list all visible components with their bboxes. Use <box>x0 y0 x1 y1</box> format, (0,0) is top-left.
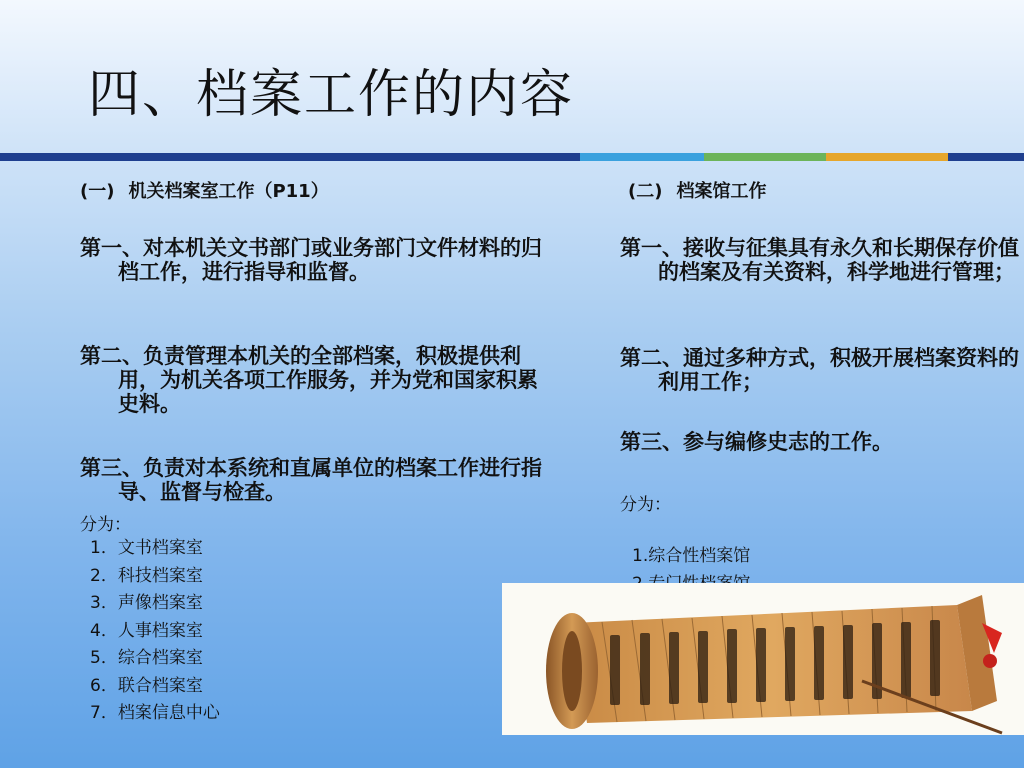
title-divider <box>0 153 1024 161</box>
left-paragraph-1: 第一、对本机关文书部门或业务部门文件材料的归档工作，进行指导和监督。 <box>80 235 542 284</box>
right-paragraph-2: 第二、通过多种方式，积极开展档案资料的利用工作； <box>620 345 1019 394</box>
page-title: 四、档案工作的内容 <box>88 65 575 125</box>
right-heading-number: (二) <box>628 181 663 202</box>
list-item: 5．综合档案室 <box>90 648 203 668</box>
divider-blue-segment <box>580 153 704 161</box>
list-item: 3．声像档案室 <box>90 593 203 613</box>
right-paragraph-3: 第三、参与编修史志的工作。 <box>620 429 893 454</box>
divider-main-segment <box>0 153 580 161</box>
left-heading <box>80 177 329 203</box>
list-item: 2．科技档案室 <box>90 565 203 586</box>
divider-end-segment <box>948 153 1024 161</box>
bamboo-scroll-image <box>502 583 1024 735</box>
right-paragraph-1: 第一、接收与征集具有永久和长期保存价值的档案及有关资料，科学地进行管理； <box>620 235 1019 284</box>
right-heading-text: 档案馆工作 <box>676 181 767 202</box>
list-item: 7．档案信息中心 <box>90 703 220 723</box>
left-heading-text: 机关档案室工作（P11） <box>128 181 329 202</box>
list-item: 4．人事档案室 <box>90 620 203 641</box>
list-item: 6．联合档案室 <box>90 675 203 696</box>
left-heading-number: (一) <box>80 181 115 202</box>
divider-orange-segment <box>826 153 948 161</box>
left-paragraph-2: 第二、负责管理本机关的全部档案，积极提供利用，为机关各项工作服务，并为党和国家积累史料。 <box>80 343 538 416</box>
list-item: 1.综合性档案馆 <box>632 546 751 566</box>
right-categories-label: 分为： <box>620 495 671 515</box>
left-paragraph-3: 第三、负责对本系统和直属单位的档案工作进行指导、监督与检查。 <box>80 455 542 504</box>
divider-green-segment <box>704 153 826 161</box>
right-heading <box>628 177 766 203</box>
list-item: 1．文书档案室 <box>90 538 203 558</box>
left-category-list <box>90 535 220 728</box>
left-categories-label: 分为： <box>80 515 131 535</box>
